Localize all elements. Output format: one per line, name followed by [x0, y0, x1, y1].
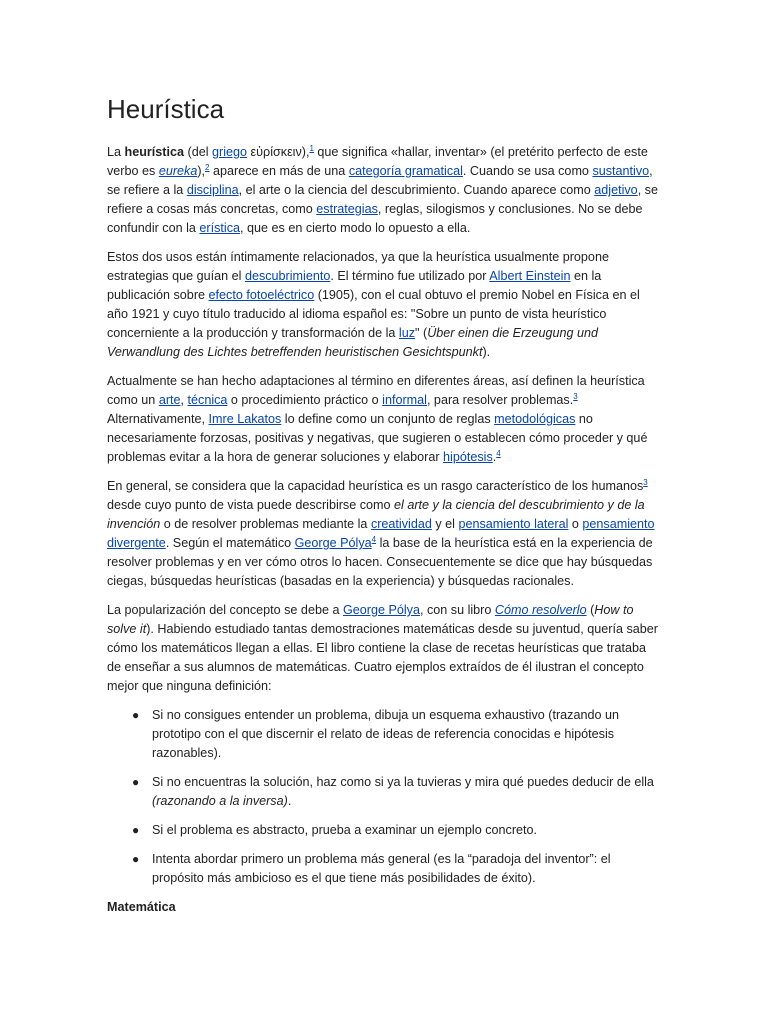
list-item-text: Si el problema es abstracto, prueba a examinar un ejemplo concreto. [152, 823, 538, 837]
text-run: ). [482, 345, 491, 359]
text-run: la base de la heurística está en la experiencia de resolver problemas y en ver cómo otros lo hacen. Consecuentemente se dice que hay búsquedas ciegas, búsquedas heurísticas (basadas en la experiencia) y búsquedas racionales. [107, 536, 653, 588]
link-arte[interactable]: arte [158, 393, 181, 407]
ref-link[interactable]: 2 [205, 162, 210, 172]
link-disciplina[interactable]: disciplina [186, 183, 239, 197]
text-run: o de resolver problemas mediante la [160, 517, 371, 531]
link-creatividad[interactable]: creatividad [370, 517, 432, 531]
link-text: Cómo resolverlo [494, 603, 587, 617]
term-bold: heurística [124, 145, 185, 159]
link-metodologicas[interactable]: metodológicas [494, 412, 576, 426]
text-run: que significa «hallar, inventar» (el pretérito perfecto de este verbo es [107, 145, 648, 178]
ref-link[interactable]: 3 [643, 477, 648, 487]
article-content [107, 92, 663, 917]
section-heading: Matemática [107, 900, 176, 914]
text-run: ( [586, 603, 595, 617]
text-run: La popularización del concepto se debe a [107, 603, 343, 617]
ref-link[interactable]: 1 [309, 143, 314, 153]
text-run: desde cuyo punto de vista puede describirse como [107, 498, 395, 512]
text-run: (del [184, 145, 213, 159]
paragraph-usos [107, 248, 663, 362]
text-run: . Según el matemático [165, 536, 295, 550]
text-run: Actualmente se han hecho adaptaciones al término en diferentes áreas, así definen la heurística como un [107, 374, 645, 407]
link-estrategias[interactable]: estrategias [316, 202, 378, 216]
bullet-icon: ● [132, 708, 140, 722]
list-item-text: Intenta abordar primero un problema más general (es la “paradoja del inventor”: el propósito más ambicioso es el que tiene más posibilidades de éxito). [152, 852, 611, 885]
italic-phrase: (razonando a la inversa) [152, 794, 288, 808]
text-run: Estos dos usos están íntimamente relacionados, ya que la heurística usualmente propone estrategias que guían el [107, 250, 609, 283]
list-item-text: Si no encuentras la solución, haz como si ya la tuvieras y mira qué puedes deducir de ella [152, 775, 654, 789]
link-albert-einstein[interactable]: Albert Einstein [489, 269, 571, 283]
link-pensamiento-divergente[interactable]: pensamiento divergente [107, 517, 655, 550]
italic-title: How to solve it [107, 603, 634, 636]
link-hipotesis[interactable]: hipótesis [443, 450, 493, 464]
link-text: eureka [158, 164, 198, 178]
link-categoria-gramatical[interactable]: categoría gramatical [348, 164, 463, 178]
paragraph-adaptaciones [107, 372, 663, 467]
bullet-icon: ● [132, 852, 140, 866]
text-run: , reglas, silogismos y conclusiones. No se debe confundir con la [107, 202, 643, 235]
text-run: . [492, 450, 497, 464]
link-tecnica[interactable]: técnica [187, 393, 228, 407]
text-run: ). Habiendo estudiado tantas demostraciones matemáticas desde su juventud, quería saber cómo los matemáticos llegan a ellas. El libro contiene la clase de recetas heurísticas que trataba de enseñar a sus alumnos de matemáticas. Cuatro ejemplos extraídos de él ilustran el concepto mejor que ninguna definición: [107, 622, 658, 693]
list-item [132, 773, 663, 811]
ref-4[interactable] [496, 449, 500, 458]
text-run: " ( [415, 326, 428, 340]
link-informal[interactable]: informal [382, 393, 427, 407]
link-eristica[interactable]: erística [199, 221, 241, 235]
link-descubrimiento[interactable]: descubrimiento [244, 269, 331, 283]
text-run: , se refiere a cosas más concretas, como [107, 183, 658, 216]
text-run: Alternativamente, [107, 412, 209, 426]
text-run: , el arte o la ciencia del descubrimiento. Cuando aparece como [238, 183, 595, 197]
paragraph-capacidad [107, 477, 663, 591]
list-item-text: Si no consigues entender un problema, dibuja un esquema exhaustivo (trazando un prototipo con el que discernir el relato de ideas de referencia conocidas e hipótesis razonables). [152, 708, 619, 760]
link-george-polya[interactable]: George Pólya [294, 536, 372, 550]
link-imre-lakatos[interactable]: Imre Lakatos [208, 412, 282, 426]
text-run: (1905), con el cual obtuvo el premio Nobel en Física en el año 1921 y cuyo título traducido al idioma español es: "Sobre un punto de vista heurístico concerniente a la producción y transformación de la [107, 288, 640, 340]
link-eureka[interactable] [159, 164, 198, 178]
link-luz[interactable]: luz [398, 326, 416, 340]
text-run: , [180, 393, 188, 407]
text-run: . El término fue utilizado por [330, 269, 490, 283]
bullet-icon: ● [132, 823, 140, 837]
bullet-icon: ● [132, 775, 140, 789]
text-run: En general, se considera que la capacidad heurística es un rasgo característico de los humanos [107, 479, 644, 493]
list-item [132, 821, 663, 840]
ref-link[interactable]: 4 [371, 534, 377, 544]
link-efecto-fotoelectrico[interactable]: efecto fotoeléctrico [208, 288, 315, 302]
ref-link[interactable]: 4 [496, 448, 501, 458]
link-griego[interactable]: griego [212, 145, 248, 159]
italic-title: Über einen die Erzeugung und Verwandlung des Lichtes betreffenden heuristischen Gesichtspunkt [107, 326, 599, 359]
ref-link[interactable]: 3 [573, 391, 578, 401]
ref-3[interactable] [573, 392, 577, 401]
text-run: o procedimiento práctico o [227, 393, 383, 407]
list-item [132, 706, 663, 763]
link-como-resolverlo[interactable] [495, 603, 587, 617]
text-run: , con su libro [419, 603, 495, 617]
link-sustantivo[interactable]: sustantivo [592, 164, 650, 178]
paragraph-intro [107, 143, 663, 238]
text-run: en la publicación sobre [107, 269, 602, 302]
link-adjetivo[interactable]: adjetivo [594, 183, 638, 197]
text-run: εὑρίσκειν), [247, 145, 310, 159]
text-run: o [568, 517, 583, 531]
text-run: , que es en cierto modo lo opuesto a ella. [240, 221, 471, 235]
link-george-polya[interactable]: George Pólya [342, 603, 420, 617]
text-run: ), [197, 164, 206, 178]
text-run: aparece en más de una [209, 164, 349, 178]
text-run: lo define como un conjunto de reglas [281, 412, 495, 426]
text-run: , se refiere a la [107, 164, 653, 197]
ref-3[interactable] [643, 478, 647, 487]
text-run: . Cuando se usa como [462, 164, 593, 178]
page-title: Heurística [107, 94, 225, 124]
text-run: y el [431, 517, 459, 531]
text-run: , para resolver problemas. [426, 393, 574, 407]
text-run: no necesariamente forzosas, positivas y negativas, que sugieren o establecen cómo proceder y qué problemas evitar a la hora de generar soluciones y elaborar [107, 412, 648, 464]
link-pensamiento-lateral[interactable]: pensamiento lateral [458, 517, 569, 531]
list-item [132, 850, 663, 888]
italic-phrase: el arte y la ciencia del descubrimiento y de la invención [107, 498, 645, 531]
paragraph-popularizacion [107, 601, 663, 696]
list-item-text: . [287, 794, 292, 808]
examples-list [107, 706, 663, 888]
text-run: La [107, 145, 125, 159]
